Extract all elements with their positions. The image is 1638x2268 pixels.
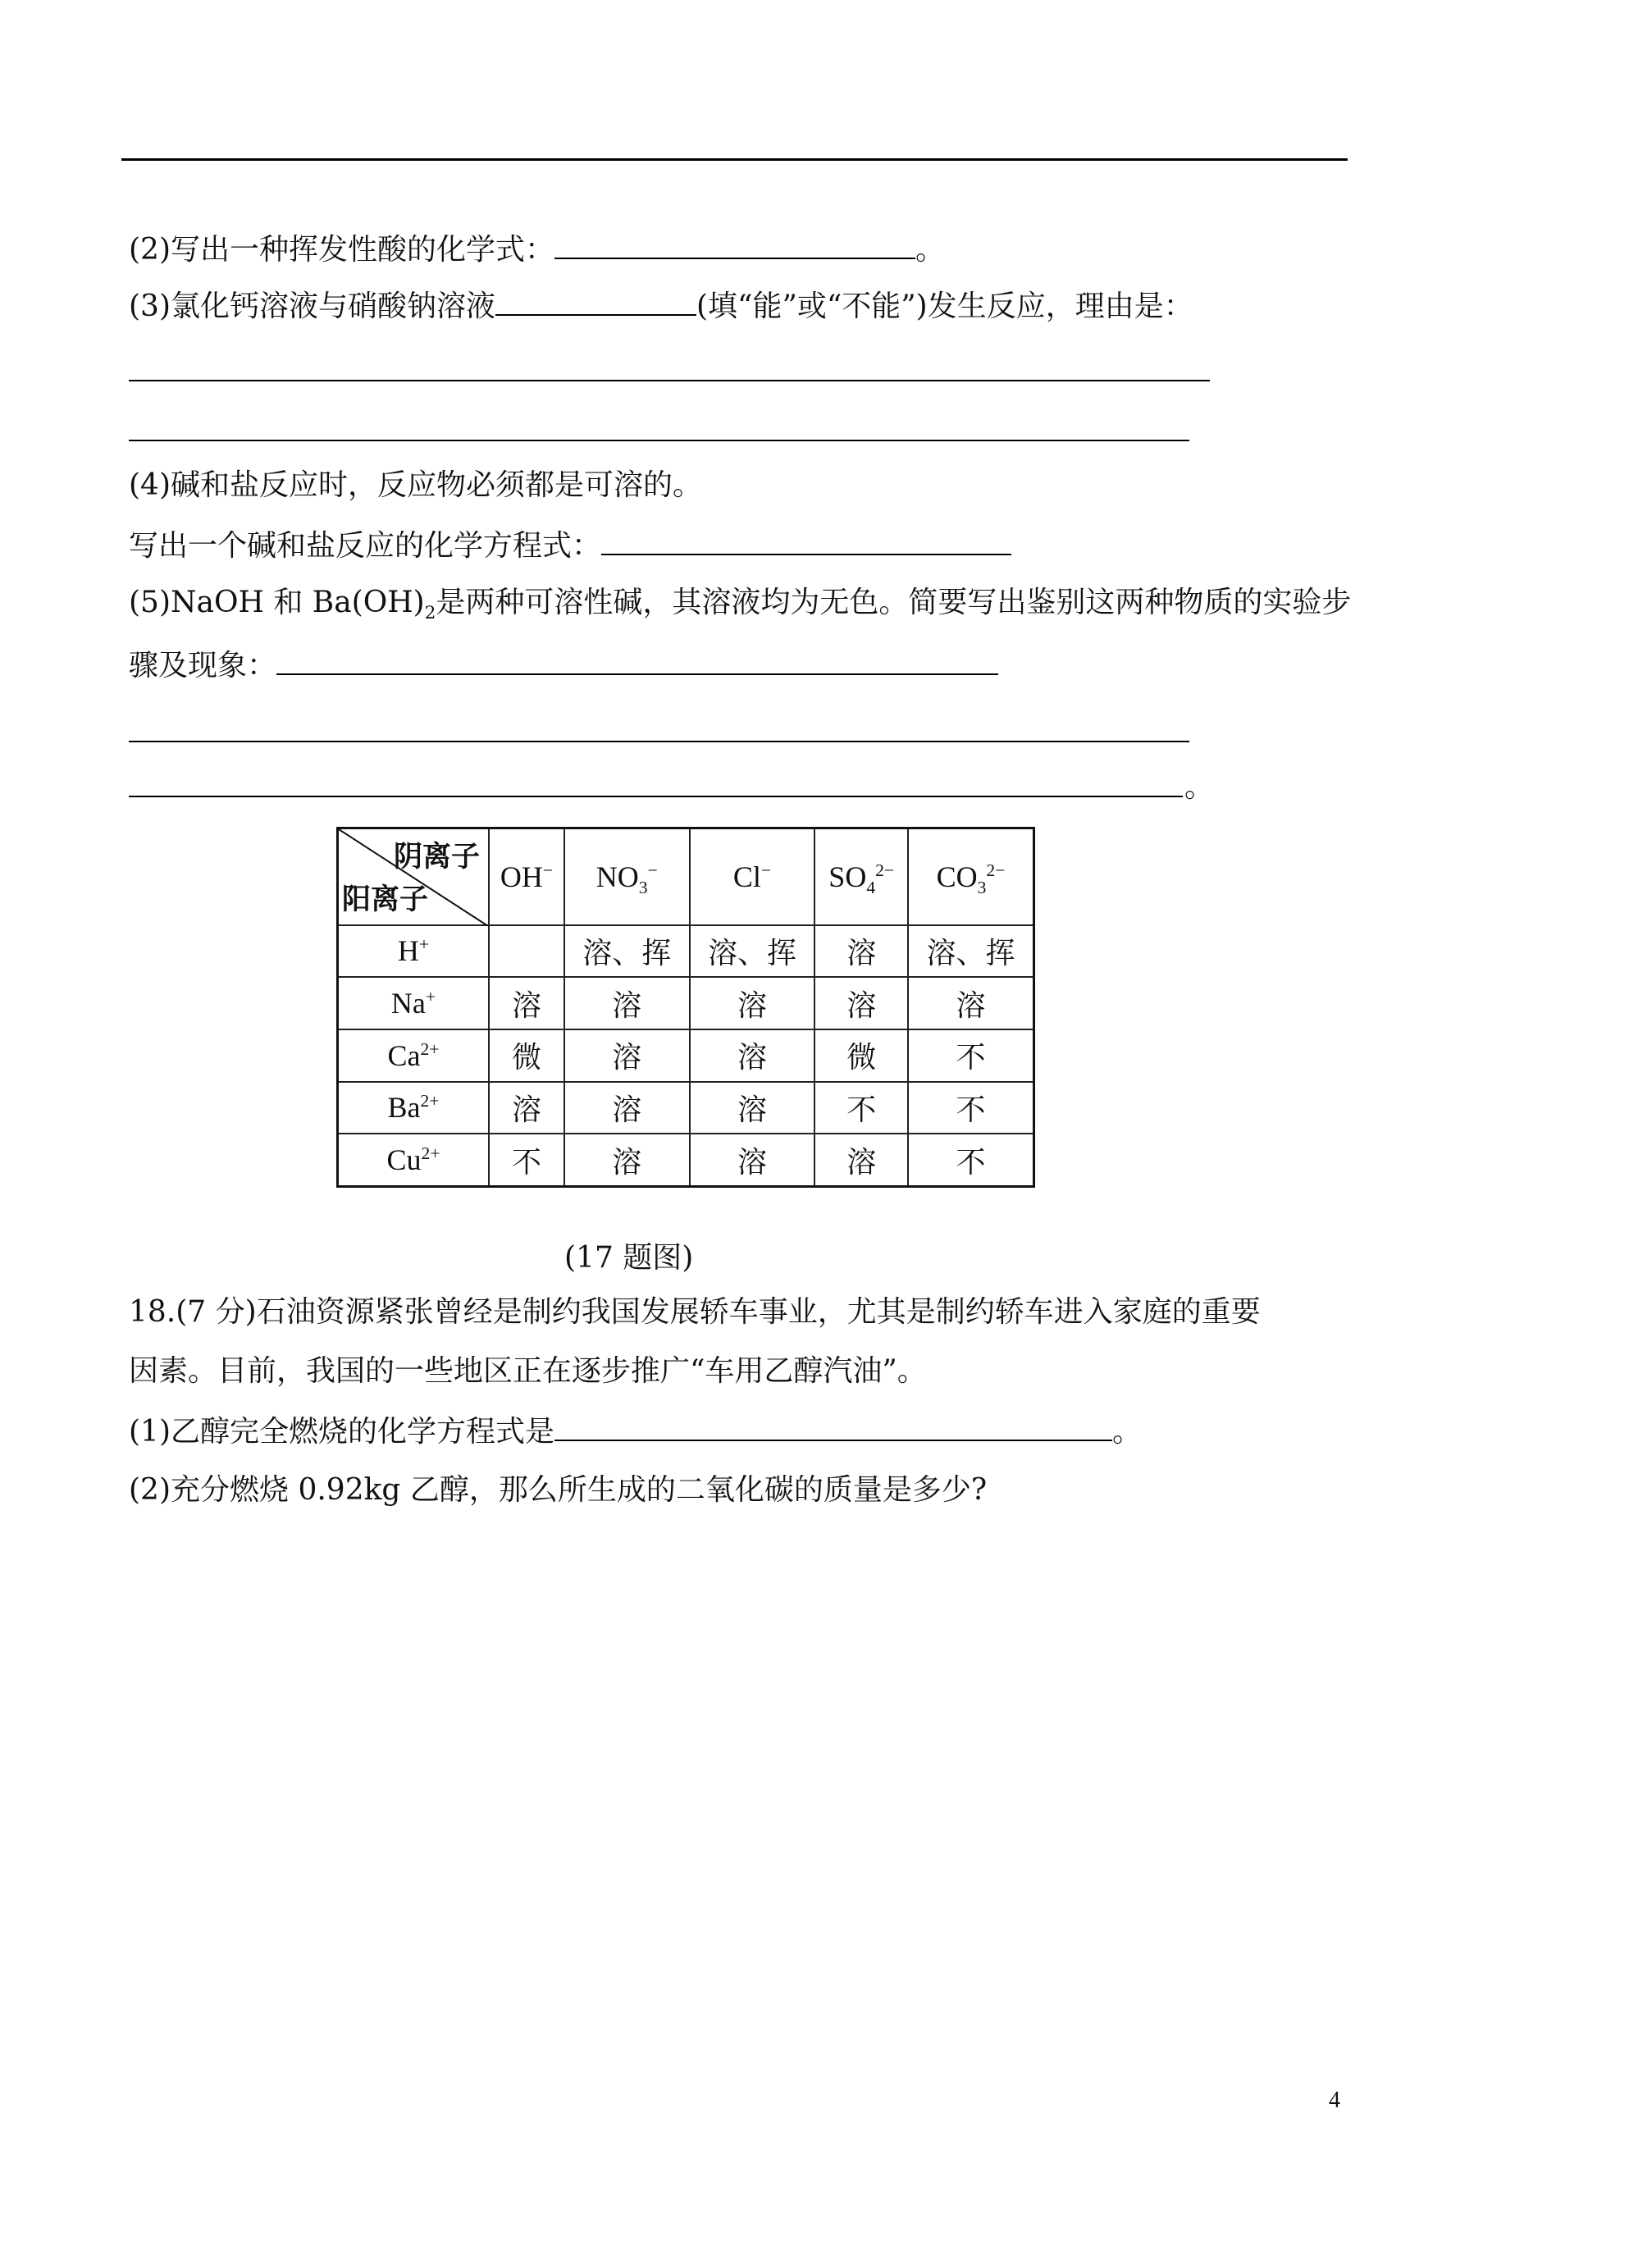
cation-header: $Cu^{2+}$ <box>338 1134 490 1186</box>
answer-line[interactable] <box>129 380 1210 381</box>
table-cell: 溶、挥 <box>564 925 690 978</box>
table-row <box>338 1029 1034 1082</box>
q17-part4b-text: 写出一个碱和盐反应的化学方程式： <box>129 529 602 563</box>
subscript: 2 <box>424 603 436 624</box>
q17-part2-text: (2)写出一种挥发性酸的化学式： <box>129 233 554 267</box>
q17-part3-mid: (填“能”或“不能”)发生反应，理由是： <box>696 290 1193 323</box>
table-cell: 溶 <box>690 1134 815 1186</box>
answer-blank[interactable] <box>601 529 1011 555</box>
table-cell: 微 <box>489 1029 564 1082</box>
table-cell: 不 <box>908 1082 1034 1134</box>
table-cell: 溶 <box>489 977 564 1029</box>
cation-header: $Ca^{2+}$ <box>338 1029 490 1082</box>
q17-part5b <box>129 649 998 682</box>
table-cell: 溶 <box>690 1029 815 1082</box>
answer-line[interactable] <box>129 796 1183 797</box>
cation-header: $Ba^{2+}$ <box>338 1082 490 1134</box>
answer-line[interactable] <box>129 741 1189 742</box>
anion-header: $CO_3^{2-}$ <box>908 828 1034 925</box>
page-number: 4 <box>1329 2088 1340 2113</box>
table-cell: 溶、挥 <box>908 925 1034 978</box>
q18-part1 <box>129 1415 1142 1449</box>
q17-part3 <box>129 290 1193 323</box>
q17-part3-text: (3)氯化钙溶液与硝酸钠溶液 <box>129 290 495 323</box>
table-cell: 溶 <box>908 977 1034 1029</box>
table-cell: 不 <box>908 1134 1034 1186</box>
table-row <box>338 1082 1034 1134</box>
table-row <box>338 925 1034 978</box>
table-cell: 溶 <box>690 1082 815 1134</box>
table-cell: 不 <box>814 1082 908 1134</box>
table-cell: 溶 <box>564 1134 690 1186</box>
corner-anion-label: 阴离子 <box>393 841 480 873</box>
q18-line2: 因素。目前，我国的一些地区正在逐步推广“车用乙醇汽油”。 <box>129 1354 927 1388</box>
q18-part2: (2)充分燃烧 0.92kg 乙醇，那么所生成的二氧化碳的质量是多少? <box>129 1473 988 1507</box>
answer-line[interactable] <box>129 440 1189 441</box>
q17-part5-pre: (5)NaOH 和 Ba(OH) <box>129 586 425 619</box>
answer-blank[interactable] <box>276 649 998 675</box>
q17-part5-post: 是两种可溶性碱，其溶液均为无色。简要写出鉴别这两种物质的实验步 <box>436 586 1352 619</box>
period: 。 <box>1112 1415 1143 1449</box>
q17-part4-text: (4)碱和盐反应时，反应物必须都是可溶的。 <box>129 468 702 502</box>
table-row <box>338 1134 1034 1186</box>
table-cell: 溶 <box>489 1082 564 1134</box>
cation-header: Na+ <box>338 977 490 1029</box>
table-corner-cell <box>338 828 490 925</box>
table-cell: 溶 <box>690 977 815 1029</box>
q17-part2 <box>129 233 945 267</box>
table-cell: 溶、挥 <box>690 925 815 978</box>
q17-part4 <box>129 469 702 502</box>
table-cell: 微 <box>814 1029 908 1082</box>
table-cell <box>489 925 564 978</box>
figure-caption: (17 题图) <box>564 1241 694 1275</box>
table-header-row <box>338 828 1034 925</box>
answer-blank[interactable] <box>554 1415 1112 1441</box>
table-cell: 不 <box>908 1029 1034 1082</box>
anion-header: OH− <box>489 828 564 925</box>
table-cell: 溶 <box>564 1029 690 1082</box>
solubility-grid <box>336 827 1035 1188</box>
table-cell: 溶 <box>814 925 908 978</box>
anion-header: $SO_4^{2-}$ <box>814 828 908 925</box>
answer-blank[interactable] <box>495 290 696 316</box>
header-rule <box>121 158 1348 161</box>
table-cell: 不 <box>489 1134 564 1186</box>
q18-line1: 18.(7 分)石油资源紧张曾经是制约我国发展轿车事业，尤其是制约轿车进入家庭的重要 <box>129 1295 1261 1329</box>
corner-cation-label: 阳离子 <box>342 883 429 915</box>
q17-part5b-text: 骤及现象： <box>129 649 277 682</box>
answer-blank[interactable] <box>554 233 915 259</box>
table-cell: 溶 <box>564 1082 690 1134</box>
anion-header: $NO_3^-$ <box>564 828 690 925</box>
q17-part4b <box>129 529 1011 563</box>
period: 。 <box>915 233 946 267</box>
cation-header: H+ <box>338 925 490 978</box>
table-cell: 溶 <box>814 977 908 1029</box>
solubility-table <box>336 827 1035 1188</box>
anion-header: Cl− <box>690 828 815 925</box>
q17-part5-end: 。 <box>1184 770 1215 804</box>
table-cell: 溶 <box>564 977 690 1029</box>
table-cell: 溶 <box>814 1134 908 1186</box>
table-row <box>338 977 1034 1029</box>
q17-part5 <box>129 586 1352 624</box>
q18-part1-text: (1)乙醇完全燃烧的化学方程式是 <box>129 1415 554 1449</box>
